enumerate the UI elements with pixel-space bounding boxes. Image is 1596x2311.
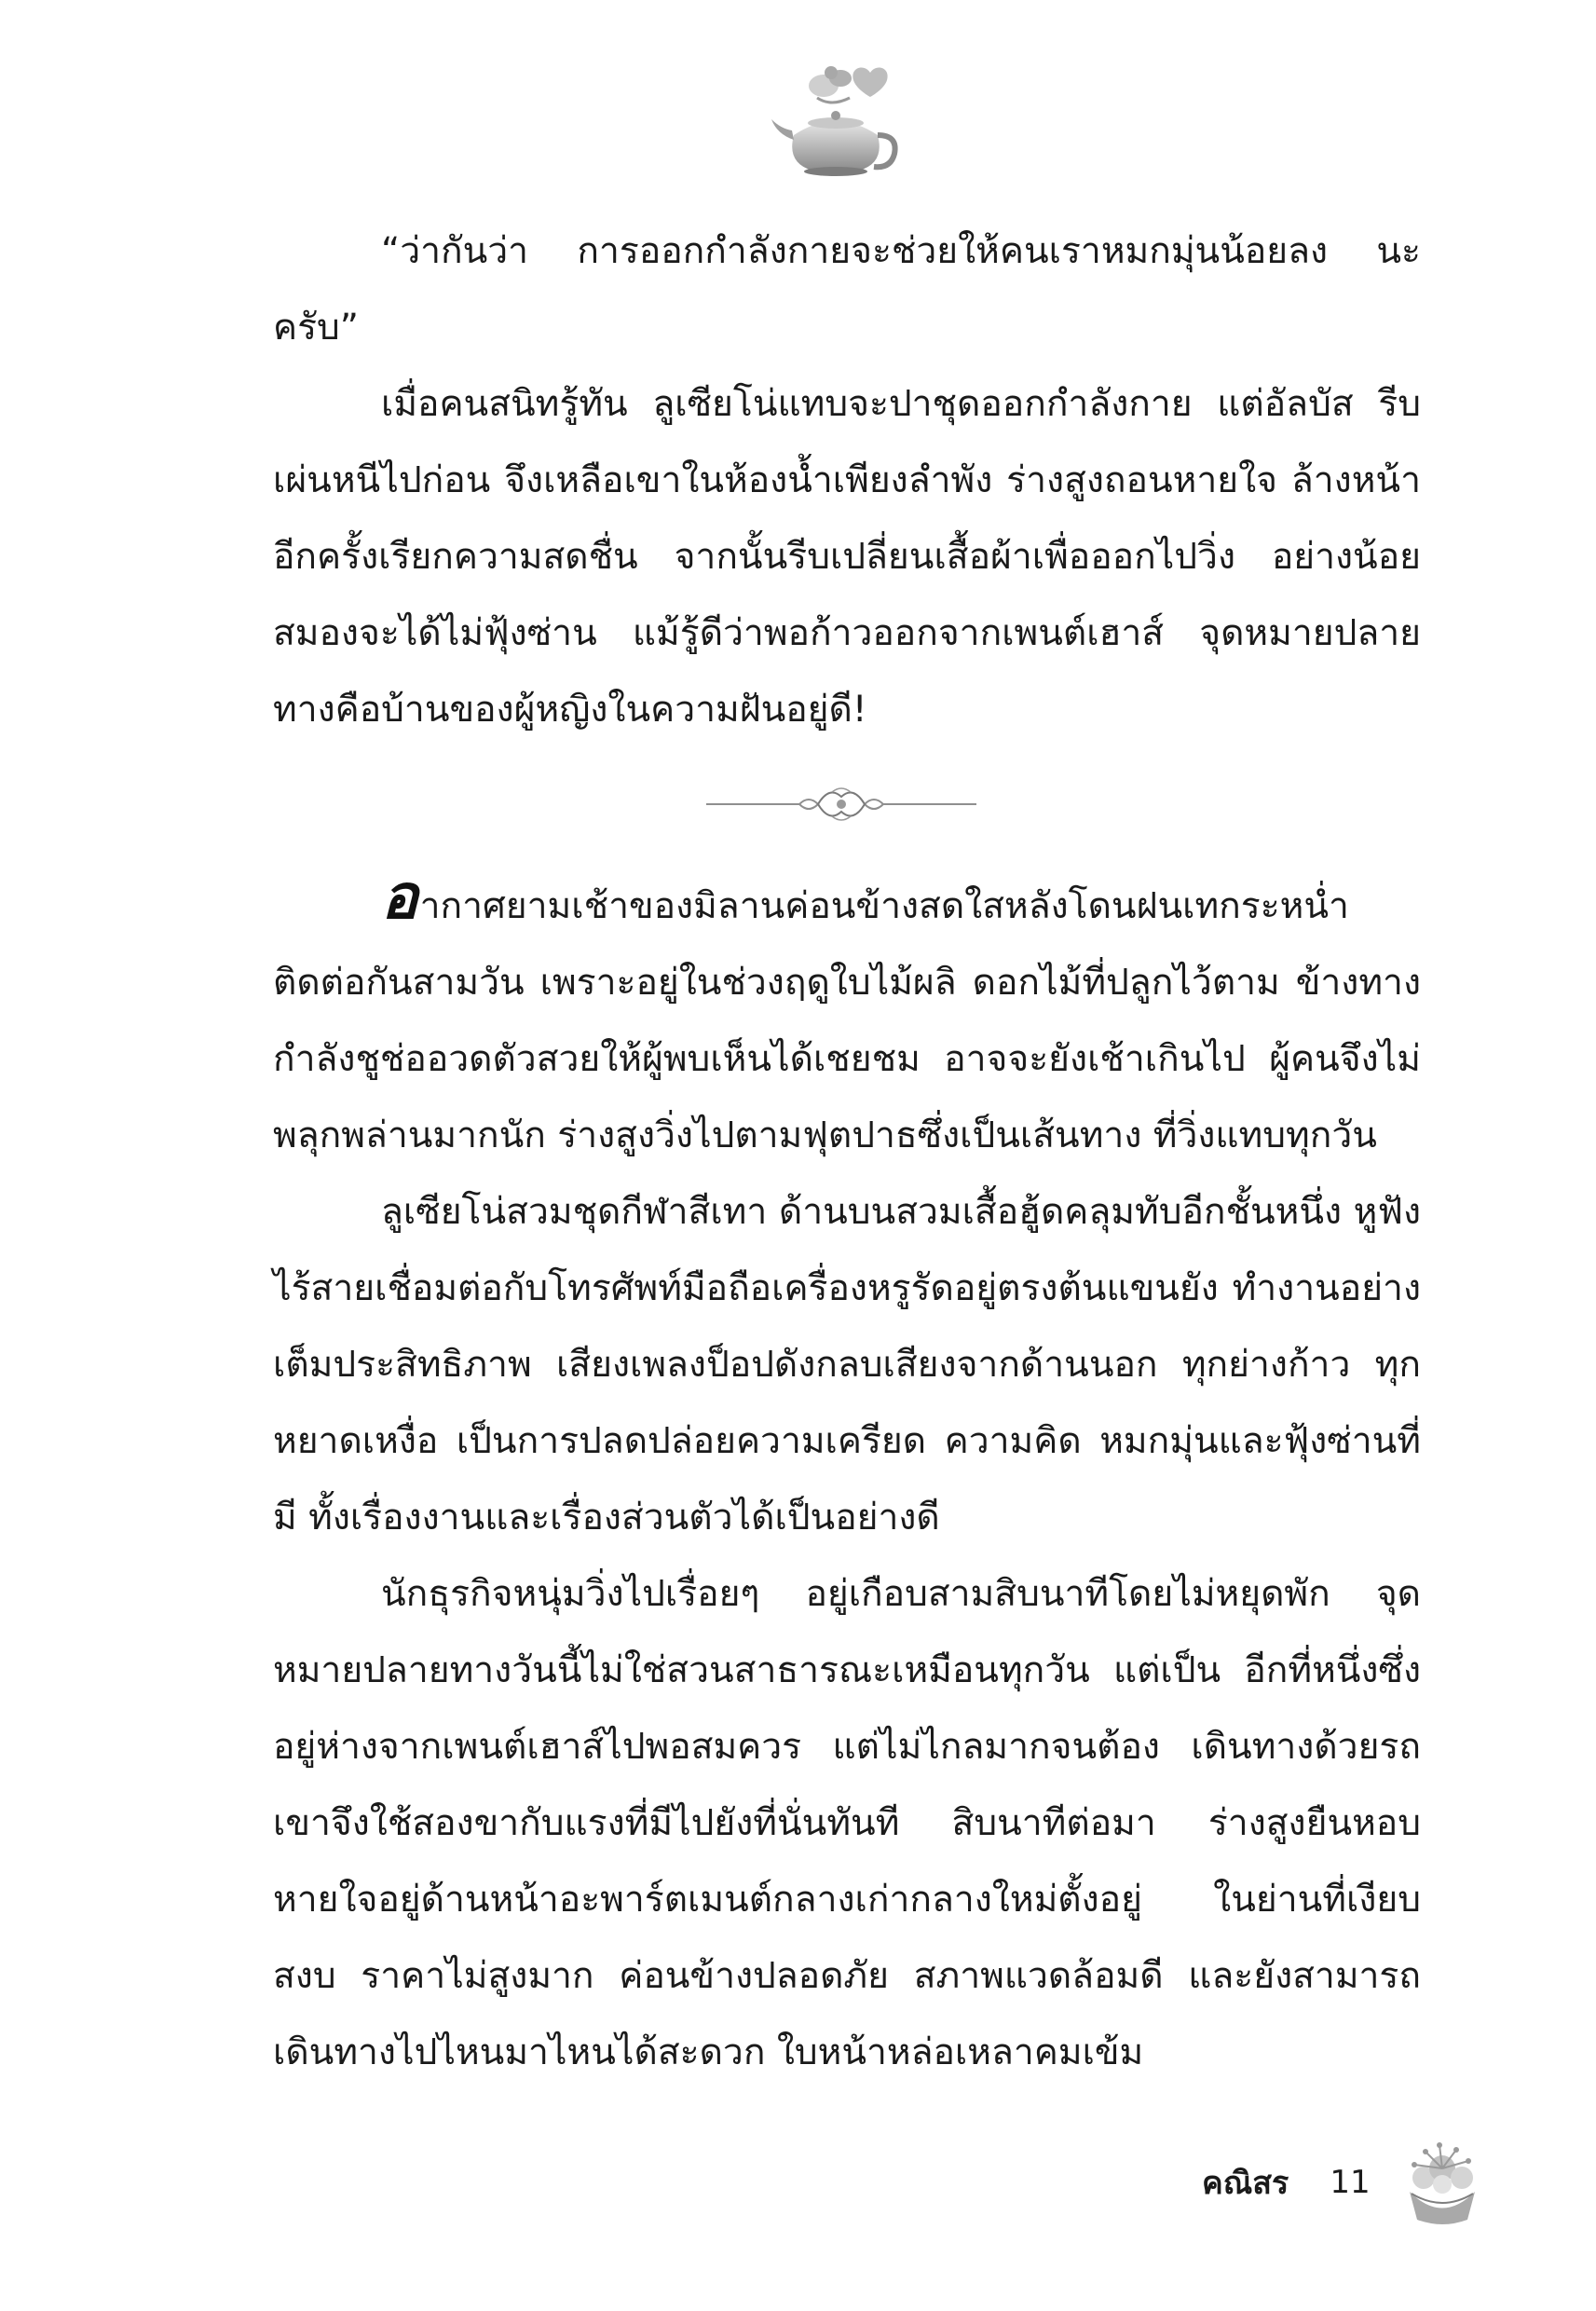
paragraph: “ว่ากันว่า การออกกำลังกายจะช่วยให้คนเราหมกมุ่นน้อยลง นะครับ” xyxy=(273,230,1421,349)
page-footer xyxy=(1202,2154,1494,2210)
text-block-lower xyxy=(273,861,1421,2091)
teapot-cupid-icon xyxy=(766,47,906,186)
paragraph-text: ากาศยามเช้าของมิลานค่อนข้างสดใสหลังโดนฝนเทกระหน่ำ ติดต่อกันสามวัน เพราะอยู่ในช่วงฤดูใบไม้ผลิ ดอกไม้ที่ปลูกไว้ตาม ข้างทางกำลังชูช่ออวดตัวสวยให้ผู้พบเห็นได้เชยชม อาจจะยังเช้าเกินไป ผู้คนจึงไม่พลุกพล่านมากนัก ร่างสูงวิ่งไปตามฟุตปาธซึ่งเป็นเส้นทาง ที่วิ่งแทบทุกวัน xyxy=(273,885,1421,1156)
paragraph: เมื่อคนสนิทรู้ทัน ลูเซียโน่แทบจะปาชุดออกกำลังกาย แต่อัลบัส รีบเผ่นหนีไปก่อน จึงเหลือเขาในห้องน้ำเพียงลำพัง ร่างสูงถอนหายใจ ล้างหน้าอีกครั้งเรียกความสดชื่น จากนั้นรีบเปลี่ยนเสื้อผ้าเพื่อออกไปวิ่ง อย่างน้อยสมองจะได้ไม่ฟุ้งซ่าน แม้รู้ดีว่าพอก้าวออกจากเพนต์เฮาส์ จุดหมายปลายทางคือบ้านของผู้หญิงในความฝันอยู่ดี! xyxy=(273,383,1421,731)
book-title: คณิสร xyxy=(1202,2165,1289,2202)
paragraph xyxy=(273,861,1421,1174)
paragraph: ลูเซียโน่สวมชุดกีฬาสีเทา ด้านบนสวมเสื้อฮู้ดคลุมทับอีกชั้นหนึ่ง หูฟังไร้สายเชื่อมต่อกับโทรศัพท์มือถือเครื่องหรูรัดอยู่ตรงต้นแขนยัง ทำงานอย่างเต็มประสิทธิภาพ เสียงเพลงป็อปดังกลบเสียงจากด้านนอก ทุกย่างก้าว ทุกหยาดเหงื่อ เป็นการปลดปล่อยความเครียด ความคิด หมกมุ่นและฟุ้งซ่านที่มี ทั้งเรื่องงานและเรื่องส่วนตัวได้เป็นอย่างดี xyxy=(273,1191,1421,1538)
flourish-divider-icon xyxy=(706,781,976,827)
flower-basket-icon xyxy=(1391,2136,1494,2229)
page-number: 11 xyxy=(1330,2164,1371,2201)
drop-cap: อ xyxy=(381,861,418,933)
paragraph: นักธุรกิจหนุ่มวิ่งไปเรื่อยๆ อยู่เกือบสามสิบนาทีโดยไม่หยุดพัก จุดหมายปลายทางวันนี้ไม่ใช่สวนสาธารณะเหมือนทุกวัน แต่เป็น อีกที่หนึ่งซึ่งอยู่ห่างจากเพนต์เฮาส์ไปพอสมควร แต่ไม่ไกลมากจนต้อง เดินทางด้วยรถ เขาจึงใช้สองขากับแรงที่มีไปยังที่นั่นทันที สิบนาทีต่อมา ร่างสูงยืนหอบหายใจอยู่ด้านหน้าอะพาร์ตเมนต์กลางเก่ากลางใหม่ตั้งอยู่ ในย่านที่เงียบสงบ ราคาไม่สูงมาก ค่อนข้างปลอดภัย สภาพแวดล้อมดี และยังสามารถเดินทางไปไหนมาไหนได้สะดวก ใบหน้าหล่อเหลาคมเข้ม xyxy=(273,1573,1421,2073)
text-block-upper xyxy=(273,213,1421,748)
